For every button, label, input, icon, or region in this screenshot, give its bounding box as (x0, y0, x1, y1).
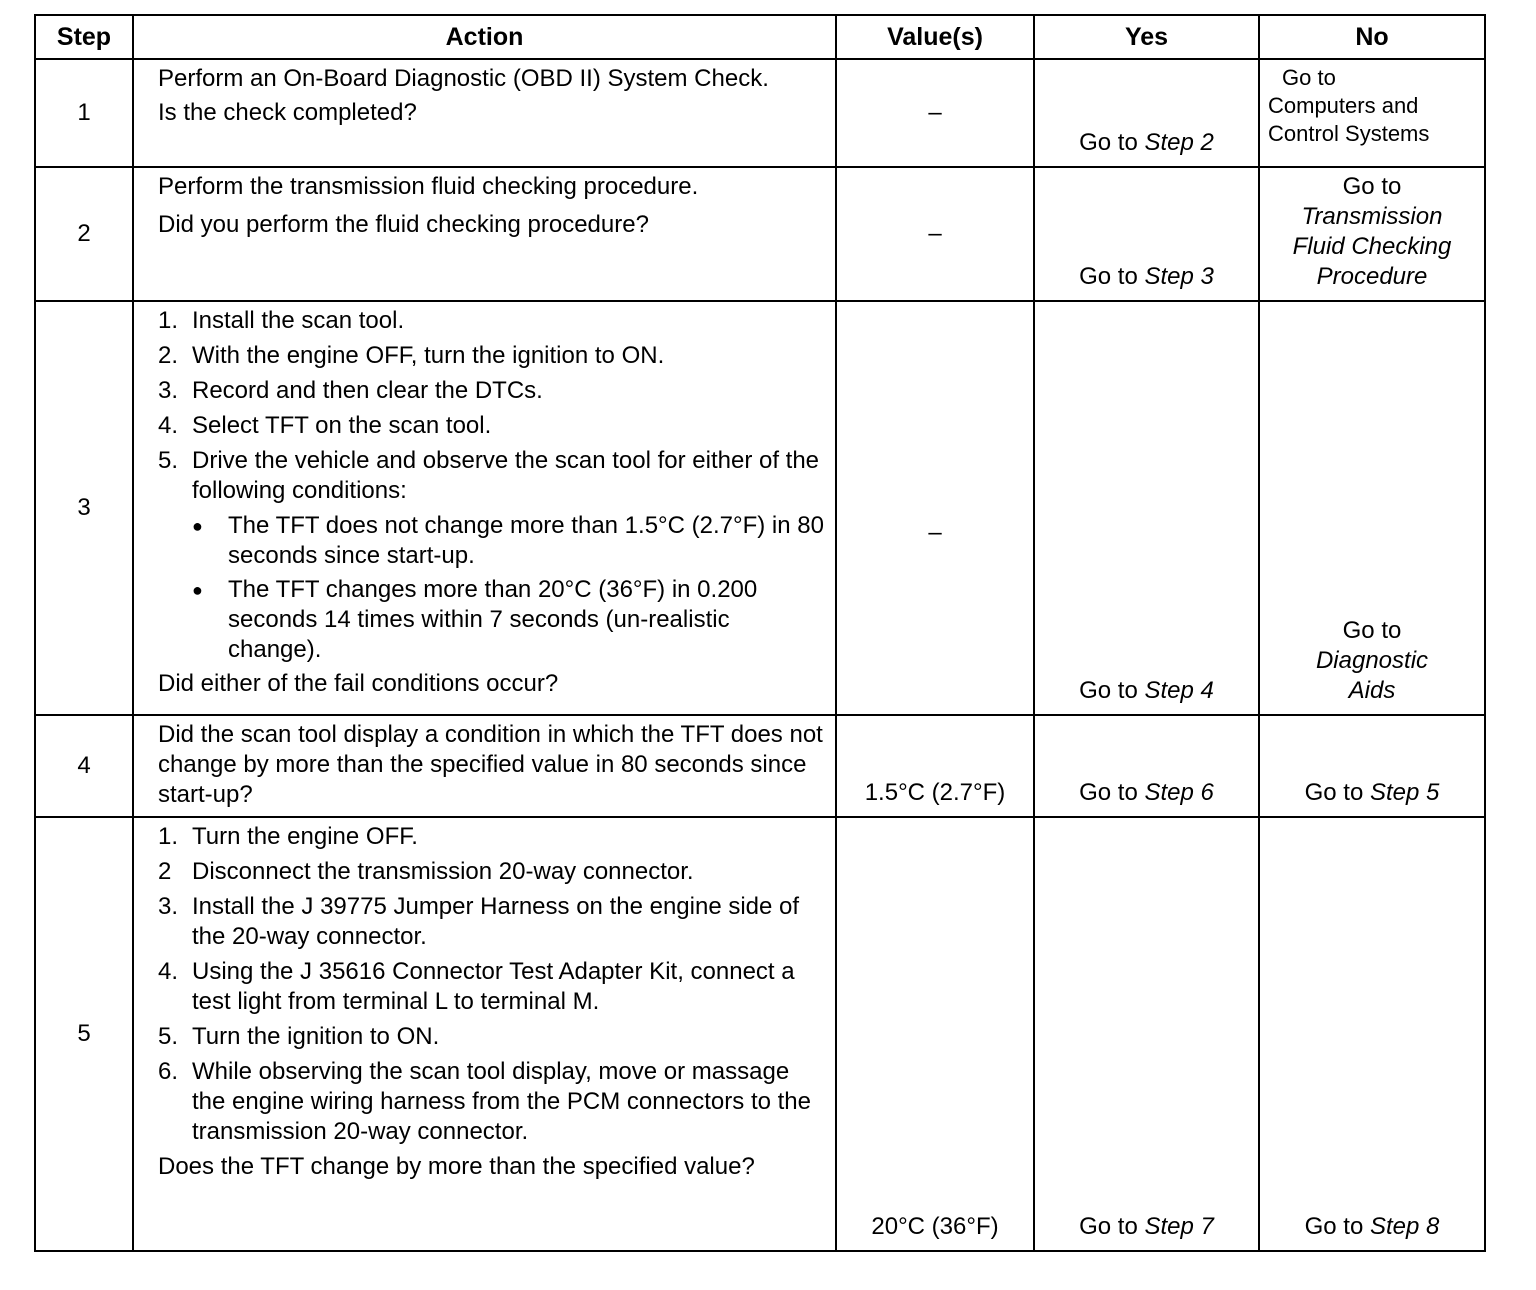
no-cell (1259, 167, 1485, 301)
yes-prefix: Go to (1079, 129, 1145, 156)
yes-step-link[interactable]: Step 6 (1144, 779, 1214, 806)
item-number: 1. (158, 823, 179, 850)
no-cell (1259, 59, 1485, 167)
yes-cell (1034, 715, 1259, 817)
bullet-item (192, 511, 825, 571)
item-number: 5. (158, 447, 179, 474)
action-question: Is the check completed? (158, 99, 417, 126)
value-cell: – (836, 167, 1034, 301)
action-text: Perform an On-Board Diagnostic (OBD II) System Check. (158, 65, 769, 92)
action-steps-list (158, 822, 825, 1147)
header-values: Value(s) (836, 15, 1034, 59)
item-text: Turn the ignition to ON. (192, 1023, 440, 1050)
yes-cell (1034, 59, 1259, 167)
no-link-line[interactable]: Control Systems (1268, 121, 1430, 146)
item-text: Select TFT on the scan tool. (192, 412, 492, 439)
bullet-icon: ● (192, 580, 203, 600)
action-question: Did either of the fail conditions occur? (158, 670, 559, 697)
yes-prefix: Go to (1079, 263, 1145, 290)
yes-step-link[interactable]: Step 3 (1144, 263, 1214, 290)
step-number: 5 (35, 817, 133, 1251)
list-item (158, 376, 825, 406)
step-number: 1 (35, 59, 133, 167)
action-question: Does the TFT change by more than the specified value? (158, 1153, 755, 1180)
value-cell: – (836, 301, 1034, 715)
item-text: Disconnect the transmission 20-way connector. (192, 858, 694, 885)
yes-prefix: Go to (1079, 779, 1145, 806)
no-link-line[interactable]: Aids (1348, 677, 1396, 704)
list-item (158, 341, 825, 371)
header-row (35, 15, 1485, 59)
no-step-link[interactable]: Step 8 (1369, 1213, 1440, 1240)
list-item (158, 446, 825, 506)
list-item (158, 892, 825, 952)
list-item (158, 1057, 825, 1147)
item-text: Turn the engine OFF. (192, 823, 418, 850)
step-number: 2 (35, 167, 133, 301)
action-question: Did you perform the fluid checking procedure? (158, 211, 649, 238)
table-row (35, 167, 1485, 301)
yes-prefix: Go to (1079, 677, 1145, 704)
bullet-item (192, 575, 825, 665)
item-number: 3. (158, 377, 179, 404)
header-no: No (1259, 15, 1485, 59)
no-prefix: Go to (1304, 779, 1370, 806)
item-text: Record and then clear the DTCs. (192, 377, 543, 404)
header-yes: Yes (1034, 15, 1259, 59)
yes-step-link[interactable]: Step 7 (1144, 1213, 1214, 1240)
no-link-line[interactable]: Fluid Checking (1292, 233, 1452, 260)
no-cell (1259, 715, 1485, 817)
item-text: Using the J 35616 Connector Test Adapter Kit, connect a test light from terminal L to terminal M. (192, 958, 795, 1015)
action-text: Perform the transmission fluid checking procedure. (158, 173, 699, 200)
item-text: Install the scan tool. (192, 307, 405, 334)
no-link-line[interactable]: Transmission (1301, 203, 1443, 230)
list-item (158, 411, 825, 441)
action-cell (133, 167, 836, 301)
bullet-icon: ● (192, 516, 203, 536)
item-number: 3. (158, 893, 179, 920)
list-item (158, 306, 825, 336)
no-cell (1259, 301, 1485, 715)
no-link-line[interactable]: Computers and (1268, 93, 1419, 118)
no-link-line[interactable]: Procedure (1316, 263, 1428, 290)
item-text: While observing the scan tool display, move or massage the engine wiring harness from the PCM connectors to the transmission 20-way connector. (192, 1058, 811, 1145)
table-row (35, 59, 1485, 167)
yes-prefix: Go to (1079, 1213, 1145, 1240)
yes-step-link[interactable]: Step 2 (1144, 129, 1214, 156)
action-cell (133, 59, 836, 167)
no-prefix: Go to (1342, 617, 1402, 644)
value-cell: 1.5°C (2.7°F) (836, 715, 1034, 817)
item-number: 5. (158, 1023, 179, 1050)
yes-cell (1034, 817, 1259, 1251)
bullet-text: The TFT does not change more than 1.5°C (2.7°F) in 80 seconds since start-up. (228, 512, 824, 569)
value-cell: 20°C (36°F) (836, 817, 1034, 1251)
item-number: 2 (158, 858, 172, 885)
header-action: Action (133, 15, 836, 59)
yes-cell (1034, 167, 1259, 301)
step-number: 3 (35, 301, 133, 715)
action-steps-list (158, 306, 825, 506)
header-step: Step (35, 15, 133, 59)
step-number: 4 (35, 715, 133, 817)
action-cell (133, 301, 836, 715)
item-text: With the engine OFF, turn the ignition to ON. (192, 342, 665, 369)
table-row (35, 817, 1485, 1251)
item-number: 4. (158, 958, 179, 985)
list-item (158, 822, 825, 852)
item-number: 1. (158, 307, 179, 334)
item-text: Drive the vehicle and observe the scan tool for either of the following conditions: (192, 447, 820, 504)
no-prefix: Go to (1304, 1213, 1370, 1240)
no-cell (1259, 817, 1485, 1251)
no-step-link[interactable]: Step 5 (1369, 779, 1440, 806)
list-item (158, 857, 825, 887)
action-cell: Did the scan tool display a condition in which the TFT does not change by more than the specified value in 80 seconds since start-up? (133, 715, 836, 817)
table-row (35, 715, 1485, 817)
item-text: Install the J 39775 Jumper Harness on the engine side of the 20-way connector. (192, 893, 800, 950)
list-item (158, 957, 825, 1017)
diagnostic-table (34, 14, 1486, 1252)
bullet-text: The TFT changes more than 20°C (36°F) in 0.200 seconds 14 times within 7 seconds (un-realistic change). (228, 576, 758, 663)
action-cell (133, 817, 836, 1251)
no-prefix: Go to (1342, 173, 1402, 200)
no-line: Go to (1282, 65, 1336, 90)
item-number: 2. (158, 342, 179, 369)
item-number: 6. (158, 1058, 179, 1085)
item-number: 4. (158, 412, 179, 439)
list-item (158, 1022, 825, 1052)
yes-cell (1034, 301, 1259, 715)
table-row (35, 301, 1485, 715)
yes-step-link[interactable]: Step 4 (1144, 677, 1214, 704)
no-link-line[interactable]: Diagnostic (1315, 647, 1429, 674)
value-cell: – (836, 59, 1034, 167)
condition-bullets (192, 511, 825, 665)
